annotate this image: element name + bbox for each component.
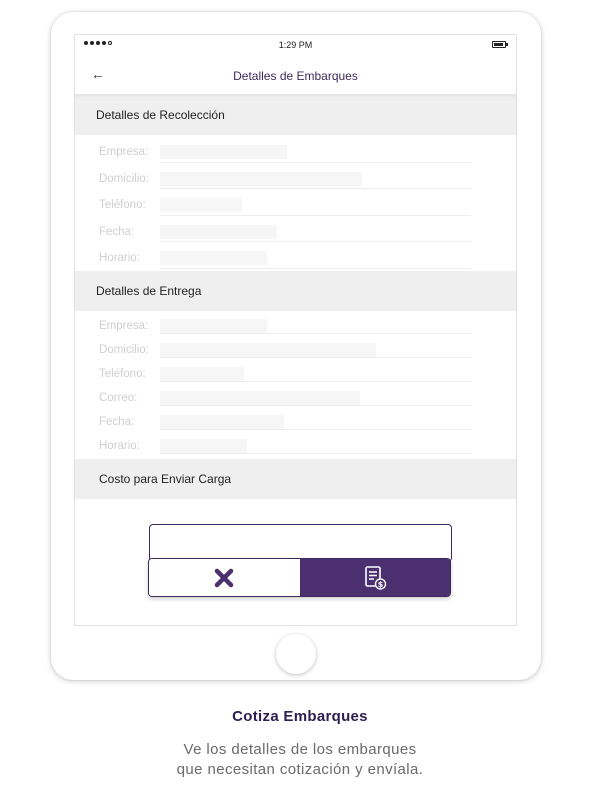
- divider: [160, 381, 471, 382]
- caption-description: [0, 740, 600, 780]
- pickup-section-header: Detalles de Recolección: [75, 95, 516, 135]
- delivery-email-field: [75, 385, 516, 409]
- field-label: Horario:: [99, 252, 140, 264]
- divider: [160, 268, 471, 269]
- field-label: Domicilio:: [99, 172, 149, 185]
- caption-title: Cotiza Embarques: [232, 708, 368, 725]
- back-arrow-icon[interactable]: ←: [91, 66, 105, 82]
- delivery-company-field: [75, 313, 516, 337]
- send-quote-button[interactable]: [300, 559, 451, 596]
- delivery-address-field: [75, 337, 516, 361]
- pickup-company-field: [75, 139, 516, 166]
- delivery-fields: [75, 311, 516, 459]
- quote-document-dollar-icon: [363, 565, 387, 591]
- pickup-fields: [75, 135, 516, 271]
- field-label: Fecha:: [99, 225, 135, 238]
- divider: [160, 357, 471, 358]
- field-value-placeholder: [160, 198, 242, 212]
- field-label: Correo:: [99, 392, 138, 404]
- field-value-placeholder: [160, 439, 247, 453]
- field-value-placeholder: [160, 343, 376, 357]
- field-value-placeholder: [160, 367, 244, 381]
- field-value-placeholder: [160, 145, 287, 159]
- caption-line: que necesitan cotización y envíala.: [176, 761, 424, 778]
- delivery-section-header: Detalles de Entrega: [75, 271, 516, 311]
- cost-input[interactable]: [149, 524, 452, 562]
- field-label: Teléfono:: [99, 199, 146, 211]
- cost-section-header: Costo para Enviar Carga: [75, 459, 516, 499]
- field-label: Teléfono:: [99, 368, 146, 380]
- field-label: Empresa:: [99, 146, 149, 158]
- pickup-address-field: [75, 166, 516, 193]
- field-label: Empresa:: [99, 320, 149, 332]
- status-bar: [75, 35, 516, 57]
- divider: [160, 333, 471, 334]
- field-value-placeholder: [160, 251, 267, 265]
- close-x-icon: [214, 568, 234, 588]
- field-label: Horario:: [99, 440, 140, 452]
- svg-text:$: $: [377, 579, 384, 589]
- divider: [160, 241, 471, 242]
- divider: [160, 162, 471, 163]
- field-value-placeholder: [160, 172, 362, 186]
- page-title: Detalles de Embarques: [233, 69, 358, 83]
- delivery-time-field: [75, 433, 516, 457]
- battery-icon: [492, 41, 506, 48]
- cancel-button[interactable]: [149, 559, 300, 596]
- status-time: 1:29 PM: [278, 40, 313, 50]
- pickup-phone-field: [75, 192, 516, 219]
- pickup-time-field: [75, 245, 516, 272]
- delivery-phone-field: [75, 361, 516, 385]
- field-value-placeholder: [160, 391, 360, 405]
- divider: [160, 429, 471, 430]
- field-value-placeholder: [160, 319, 267, 333]
- field-value-placeholder: [160, 415, 284, 429]
- divider: [160, 215, 471, 216]
- home-button[interactable]: [276, 634, 316, 674]
- divider: [160, 453, 471, 454]
- nav-bar: [75, 57, 516, 95]
- divider: [160, 405, 471, 406]
- delivery-date-field: [75, 409, 516, 433]
- field-label: Fecha:: [99, 416, 135, 428]
- pickup-date-field: [75, 219, 516, 246]
- app-screen: [74, 34, 517, 626]
- field-label: Domicilio:: [99, 344, 149, 356]
- action-buttons: [148, 558, 451, 597]
- field-value-placeholder: [160, 225, 277, 239]
- divider: [160, 188, 471, 189]
- caption-line: Ve los detalles de los embarques: [183, 741, 417, 758]
